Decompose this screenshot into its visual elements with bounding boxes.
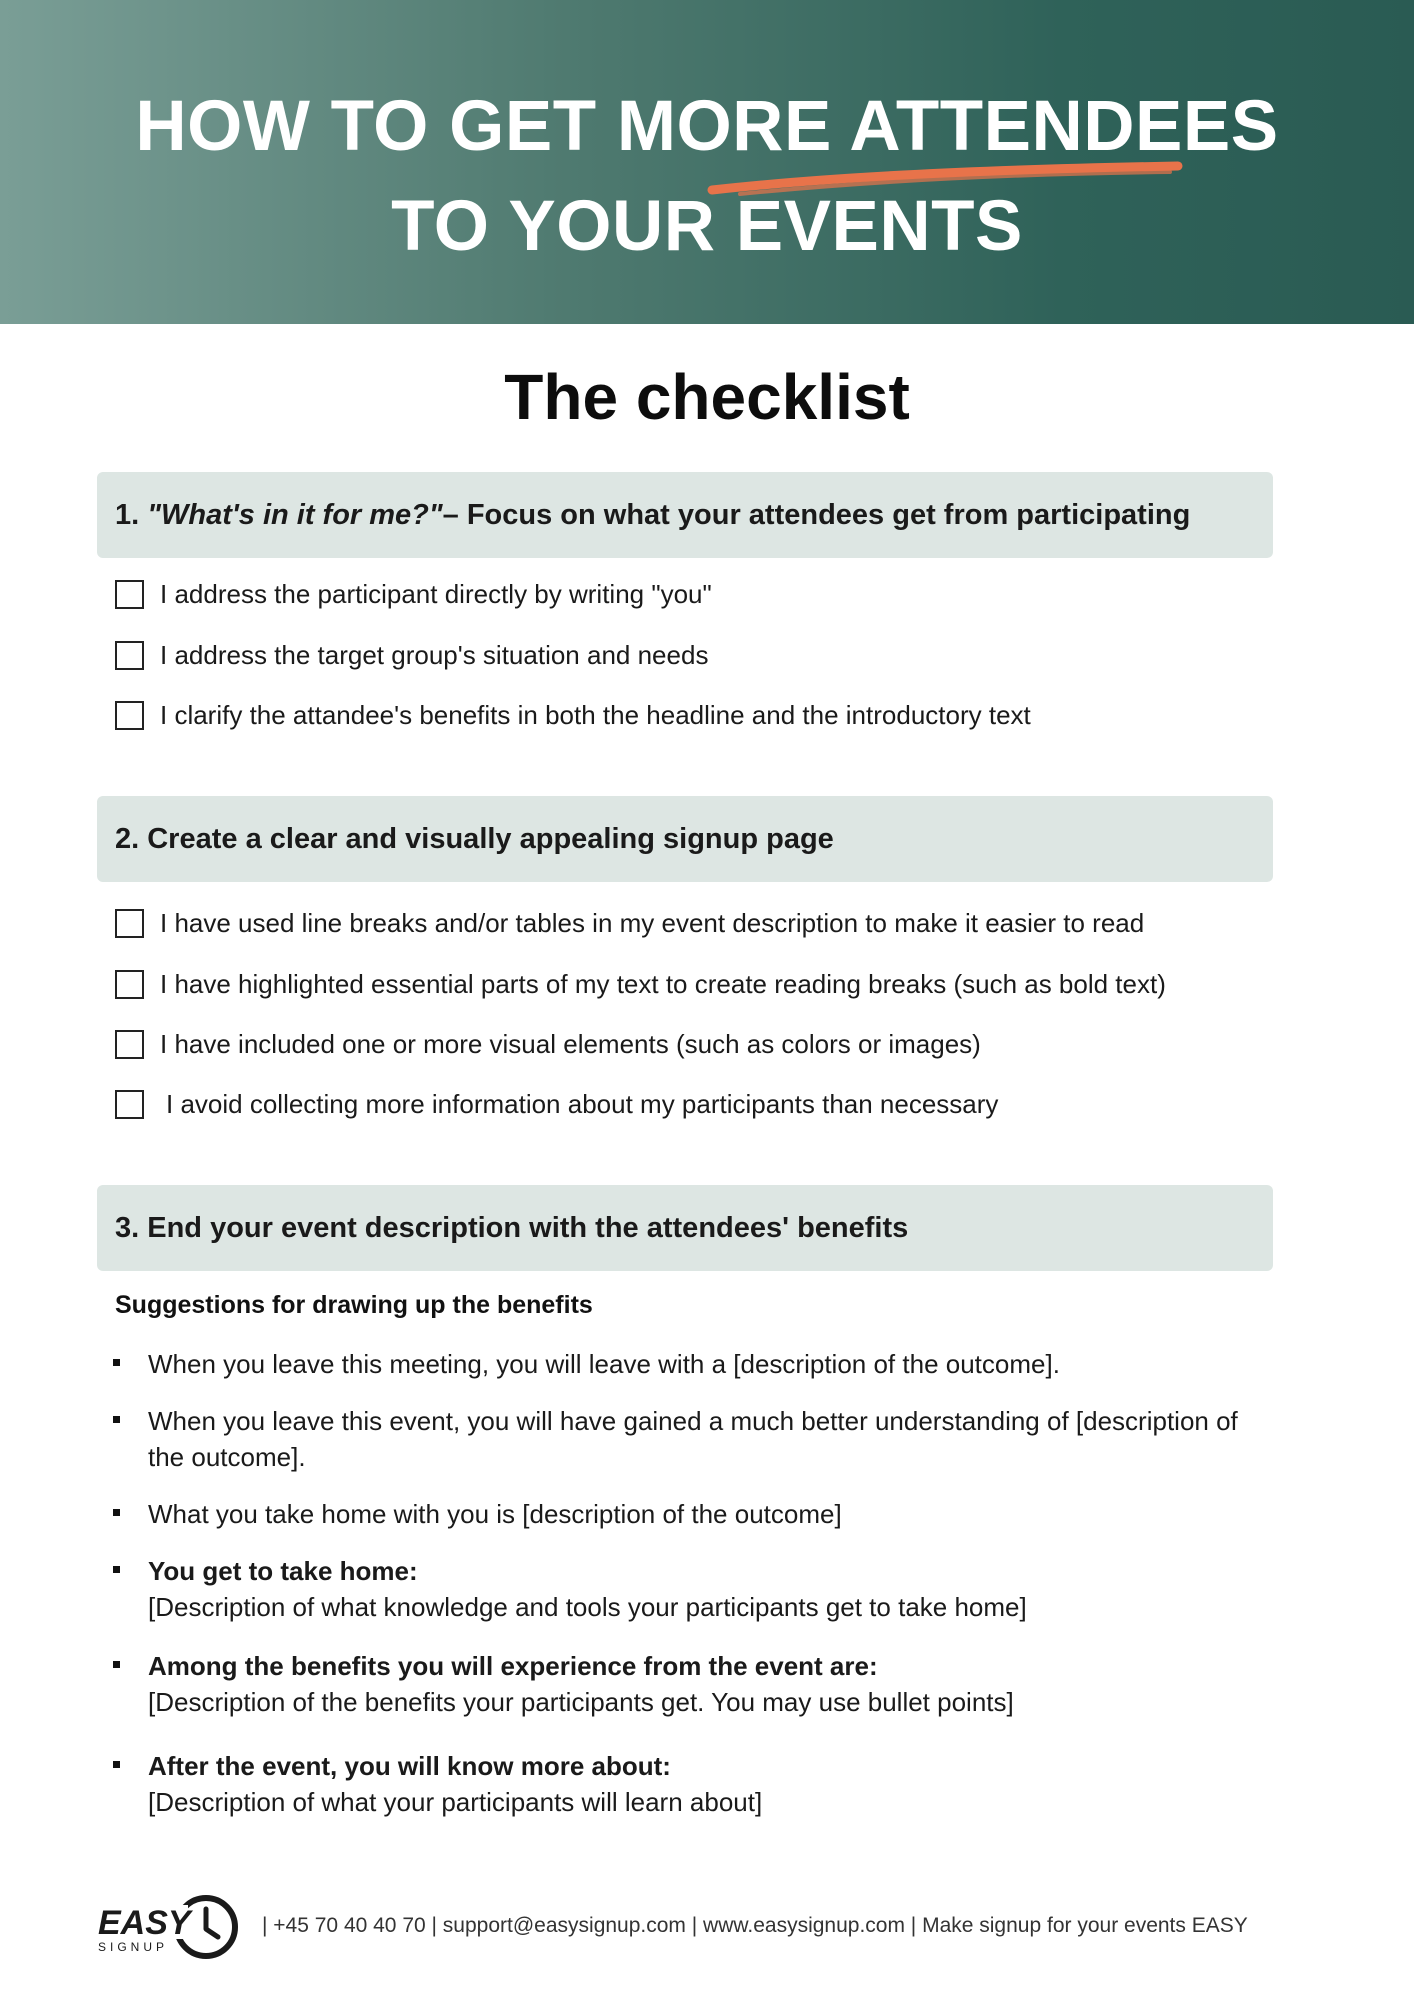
bullet-dot — [113, 1359, 120, 1366]
list-item-text: [Description of what knowledge and tools your participants get to take home] — [148, 1592, 1027, 1622]
checklist-item[interactable] — [115, 640, 708, 671]
checkbox[interactable] — [115, 970, 144, 999]
bullet-dot — [113, 1416, 120, 1423]
section-1-header — [97, 472, 1273, 558]
section-1-number: 1. — [115, 498, 140, 531]
checklist-item[interactable] — [115, 969, 1166, 1000]
list-item — [113, 1403, 1273, 1475]
checklist-item-label: I clarify the attandee's benefits in both the headline and the introductory text — [160, 700, 1031, 730]
checkbox[interactable] — [115, 580, 144, 609]
bullet-dot — [113, 1661, 120, 1668]
checklist-item[interactable] — [115, 1029, 981, 1060]
easysignup-logo[interactable] — [96, 1891, 246, 1963]
bullet-dot — [113, 1761, 120, 1768]
list-item-heading: After the event, you will know more about: — [148, 1751, 671, 1781]
list-item — [113, 1648, 1273, 1720]
checkbox[interactable] — [115, 1090, 144, 1119]
section-2-header: 2. Create a clear and visually appealing signup page — [97, 796, 1273, 882]
checkbox[interactable] — [115, 909, 144, 938]
list-item-text: [Description of the benefits your participants get. You may use bullet points] — [148, 1687, 1014, 1717]
banner-title-line-1: HOW TO GET MORE ATTENDEES — [135, 87, 1279, 166]
footer-contact: | +45 70 40 40 70 | support@easysignup.com | www.easysignup.com | Make signup for your events EASY — [262, 1914, 1248, 1937]
logo-word: EASY — [98, 1904, 191, 1942]
bullet-dot — [113, 1566, 120, 1573]
checkbox[interactable] — [115, 701, 144, 730]
list-item-text: What you take home with you is [description of the outcome] — [148, 1499, 842, 1529]
checklist-item[interactable] — [115, 700, 1031, 731]
checkbox[interactable] — [115, 1030, 144, 1059]
page-title: The checklist — [504, 361, 910, 433]
list-item-text: When you leave this meeting, you will leave with a [description of the outcome]. — [148, 1349, 1060, 1379]
list-item-heading: Among the benefits you will experience from the event are: — [148, 1651, 878, 1681]
list-item-text: When you leave this event, you will have gained a much better understanding of [description of the outcome]. — [148, 1406, 1238, 1472]
logo-sub: SIGNUP — [98, 1940, 169, 1954]
list-item-text: [Description of what your participants will learn about] — [148, 1787, 763, 1817]
checklist-item[interactable] — [115, 1089, 998, 1120]
section-3-header: 3. End your event description with the attendees' benefits — [97, 1185, 1273, 1271]
header-banner — [0, 0, 1414, 324]
list-item-heading: You get to take home: — [148, 1556, 418, 1586]
section-1-title: – Focus on what your attendees get from participating — [442, 498, 1191, 531]
checklist-item-label: I have used line breaks and/or tables in my event description to make it easier to read — [160, 908, 1145, 938]
list-item — [113, 1748, 1273, 1820]
list-item — [113, 1346, 1273, 1382]
checklist-item-label: I address the target group's situation and needs — [160, 640, 709, 670]
banner-title-line-2: TO YOUR EVENTS — [391, 187, 1023, 266]
bullet-dot — [113, 1509, 120, 1516]
checkbox[interactable] — [115, 641, 144, 670]
checklist-item[interactable] — [115, 579, 712, 610]
checklist-item-label: I have included one or more visual elements (such as colors or images) — [160, 1029, 981, 1059]
section-1-quote: "What's in it for me?" — [147, 498, 443, 531]
suggestions-heading: Suggestions for drawing up the benefits — [115, 1291, 593, 1319]
list-item — [113, 1496, 1273, 1532]
checklist-item-label: I address the participant directly by writing "you" — [160, 579, 712, 609]
checklist-item[interactable] — [115, 908, 1144, 939]
checklist-item-label: I have highlighted essential parts of my text to create reading breaks (such as bold text) — [160, 969, 1166, 999]
list-item — [113, 1553, 1273, 1625]
checklist-item-label: I avoid collecting more information about my participants than necessary — [166, 1089, 999, 1119]
